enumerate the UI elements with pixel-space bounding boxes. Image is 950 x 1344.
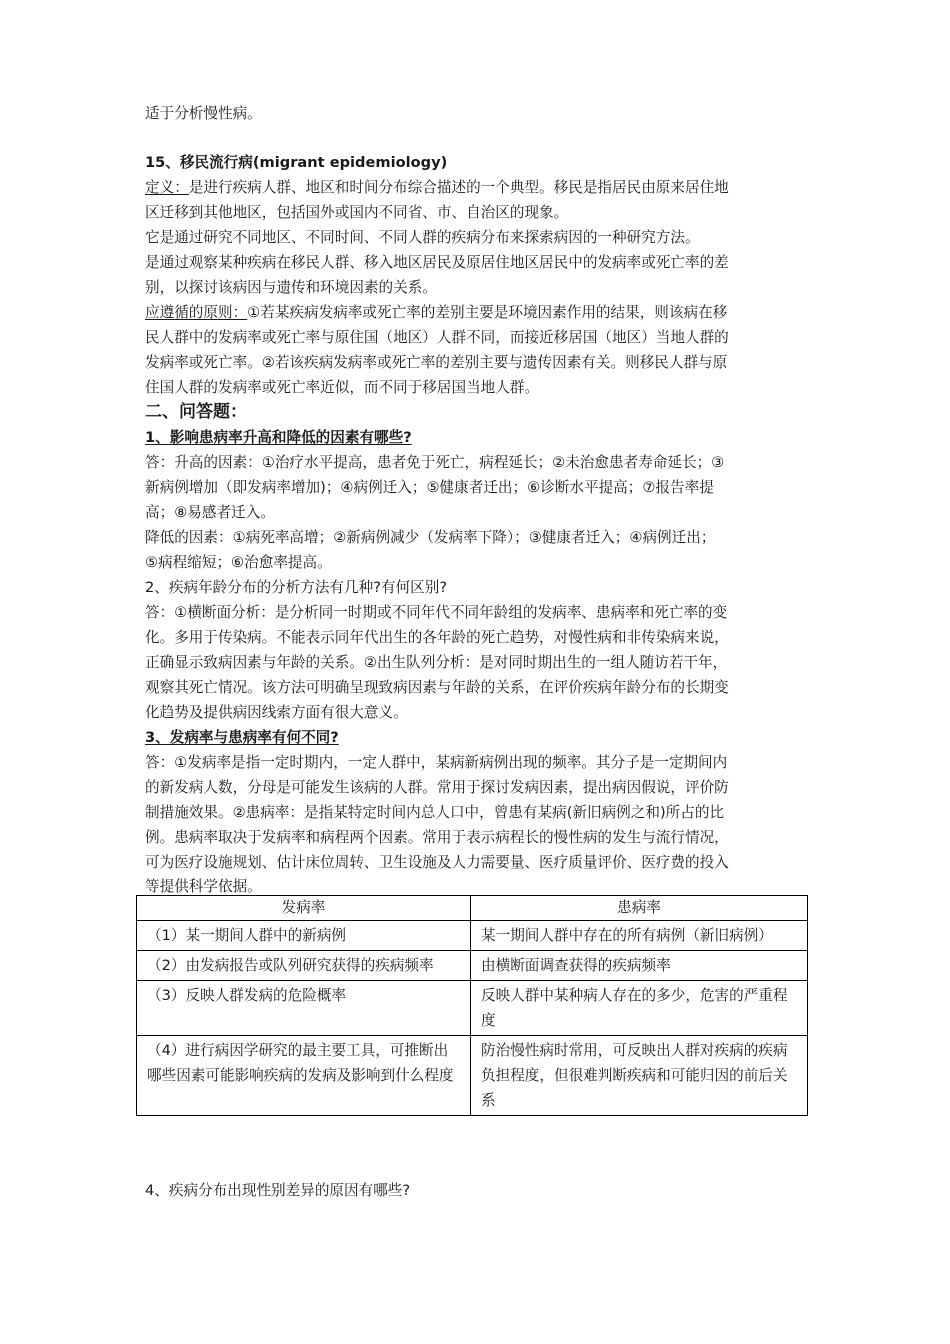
section-15-principle bbox=[145, 303, 727, 323]
table-row bbox=[137, 951, 808, 981]
q2-answer-line: 化。多用于传染病。不能表示同年代出生的各年龄的死亡趋势，对慢性病和非传染病来说， bbox=[145, 629, 729, 646]
section-15-line: 发病率或死亡率。②若该疾病发病率或死亡率的差别主要与遗传因素有关。则移民人群与原 bbox=[145, 354, 728, 371]
q2-question: 2、疾病年龄分布的分析方法有几种?有何区别? bbox=[145, 579, 448, 596]
q1-question: 1、影响患病率升高和降低的因素有哪些? bbox=[145, 429, 412, 446]
q2-answer-line: 答：①横断面分析：是分析同一时期或不同年代不同年龄组的发病率、患病率和死亡率的变 bbox=[145, 604, 728, 621]
table-cell: （1）某一期间人群中的新病例 bbox=[137, 921, 471, 951]
part-2-heading: 二、问答题： bbox=[145, 402, 247, 422]
q2-answer-line: 正确显示致病因素与年龄的关系。②出生队列分析：是对同时期出生的一组人随访若干年， bbox=[145, 654, 728, 671]
definition-text: 是进行疾病人群、地区和时间分布综合描述的一个典型。移民是指居民由原来居住地 bbox=[188, 179, 729, 196]
table-row bbox=[137, 1036, 808, 1116]
principle-label: 应遵循的原则： bbox=[145, 304, 248, 321]
q3-answer-line: 答：①发病率是指一定时期内，一定人群中，某病新病例出现的频率。其分子是一定期间内 bbox=[145, 754, 728, 771]
table-header-row bbox=[137, 896, 808, 921]
q3-answer-line: 的新发病人数，分母是可能发生该病的人群。常用于探讨发病因素，提出病因假说，评价防 bbox=[145, 779, 729, 796]
table-header-prevalence: 患病率 bbox=[471, 896, 808, 921]
principle-text: ①若某疾病发病率或死亡率的差别主要是环境因素作用的结果，则该病在移 bbox=[247, 304, 728, 321]
section-15-line: 区迁移到其他地区，包括国外或国内不同省、市、自治区的现象。 bbox=[145, 204, 569, 221]
table-cell: 某一期间人群中存在的所有病例（新旧病例） bbox=[471, 921, 808, 951]
table-cell: 反映人群中某种病人存在的多少，危害的严重程度 bbox=[471, 981, 808, 1036]
section-15-line: 它是通过研究不同地区、不同时间、不同人群的疾病分布来探索病因的一种研究方法。 bbox=[145, 229, 700, 246]
q3-answer-line: 例。患病率取决于发病率和病程两个因素。常用于表示病程长的慢性病的发生与流行情况， bbox=[145, 829, 729, 846]
q2-answer-line: 化趋势及提供病因线索方面有很大意义。 bbox=[145, 704, 408, 721]
q1-answer-line: ⑤病程缩短；⑥治愈率提高。 bbox=[145, 554, 332, 571]
comparison-table bbox=[136, 895, 808, 1116]
q4-question: 4、疾病分布出现性别差异的原因有哪些? bbox=[145, 1182, 411, 1199]
table-cell: 防治慢性病时常用，可反映出人群对疾病的疾病负担程度，但很难判断疾病和可能归因的前后关系 bbox=[471, 1036, 808, 1116]
q3-answer-line: 等提供科学依据。 bbox=[145, 878, 262, 895]
section-15-title: 15、移民流行病(migrant epidemiology) bbox=[145, 154, 448, 171]
table-cell: （2）由发病报告或队列研究获得的疾病频率 bbox=[137, 951, 471, 981]
q1-answer-line: 高；⑧易感者迁入。 bbox=[145, 504, 275, 521]
section-15-line: 住国人群的发病率或死亡率近似，而不同于移居国当地人群。 bbox=[145, 379, 540, 396]
definition-label: 定义： bbox=[145, 179, 189, 196]
q3-question: 3、发病率与患病率有何不同? bbox=[145, 729, 339, 746]
section-15-line: 民人群中的发病率或死亡率与原住国（地区）人群不同，而接近移居国（地区）当地人群的 bbox=[145, 329, 729, 346]
table-row bbox=[137, 921, 808, 951]
q1-answer-line: 新病例增加（即发病率增加)；④病例迁入；⑤健康者迁出；⑥诊断水平提高；⑦报告率提 bbox=[145, 479, 714, 496]
section-15-line: 别，以探讨该病因与遗传和环境因素的关系。 bbox=[145, 279, 437, 296]
q2-answer-line: 观察其死亡情况。该方法可明确呈现致病因素与年龄的关系，在评价疾病年龄分布的长期变 bbox=[145, 679, 729, 696]
table-cell: 由横断面调查获得的疾病频率 bbox=[471, 951, 808, 981]
q3-answer-line: 可为医疗设施规划、估计床位周转、卫生设施及人力需要量、医疗质量评价、医疗费的投入 bbox=[145, 854, 729, 871]
table-row bbox=[137, 981, 808, 1036]
table-header-incidence: 发病率 bbox=[137, 896, 471, 921]
table-cell: （3）反映人群发病的危险概率 bbox=[137, 981, 471, 1036]
section-15-definition bbox=[145, 178, 729, 198]
intro-tail: 适于分析慢性病。 bbox=[145, 105, 262, 122]
q3-answer-line: 制措施效果。②患病率：是指某特定时间内总人口中，曾患有某病(新旧病例之和)所占的比 bbox=[145, 804, 725, 821]
table-cell: （4）进行病因学研究的最主要工具，可推断出哪些因素可能影响疾病的发病及影响到什么程度 bbox=[137, 1036, 471, 1116]
q1-answer-line: 答：升高的因素：①治疗水平提高，患者免于死亡，病程延长；②未治愈患者寿命延长；③ bbox=[145, 454, 725, 471]
section-15-line: 是通过观察某种疾病在移民人群、移入地区居民及原居住地区居民中的发病率或死亡率的差 bbox=[145, 254, 729, 271]
q1-answer-line: 降低的因素：①病死率高增；②新病例减少（发病率下降）；③健康者迁入；④病例迁出； bbox=[145, 529, 716, 546]
